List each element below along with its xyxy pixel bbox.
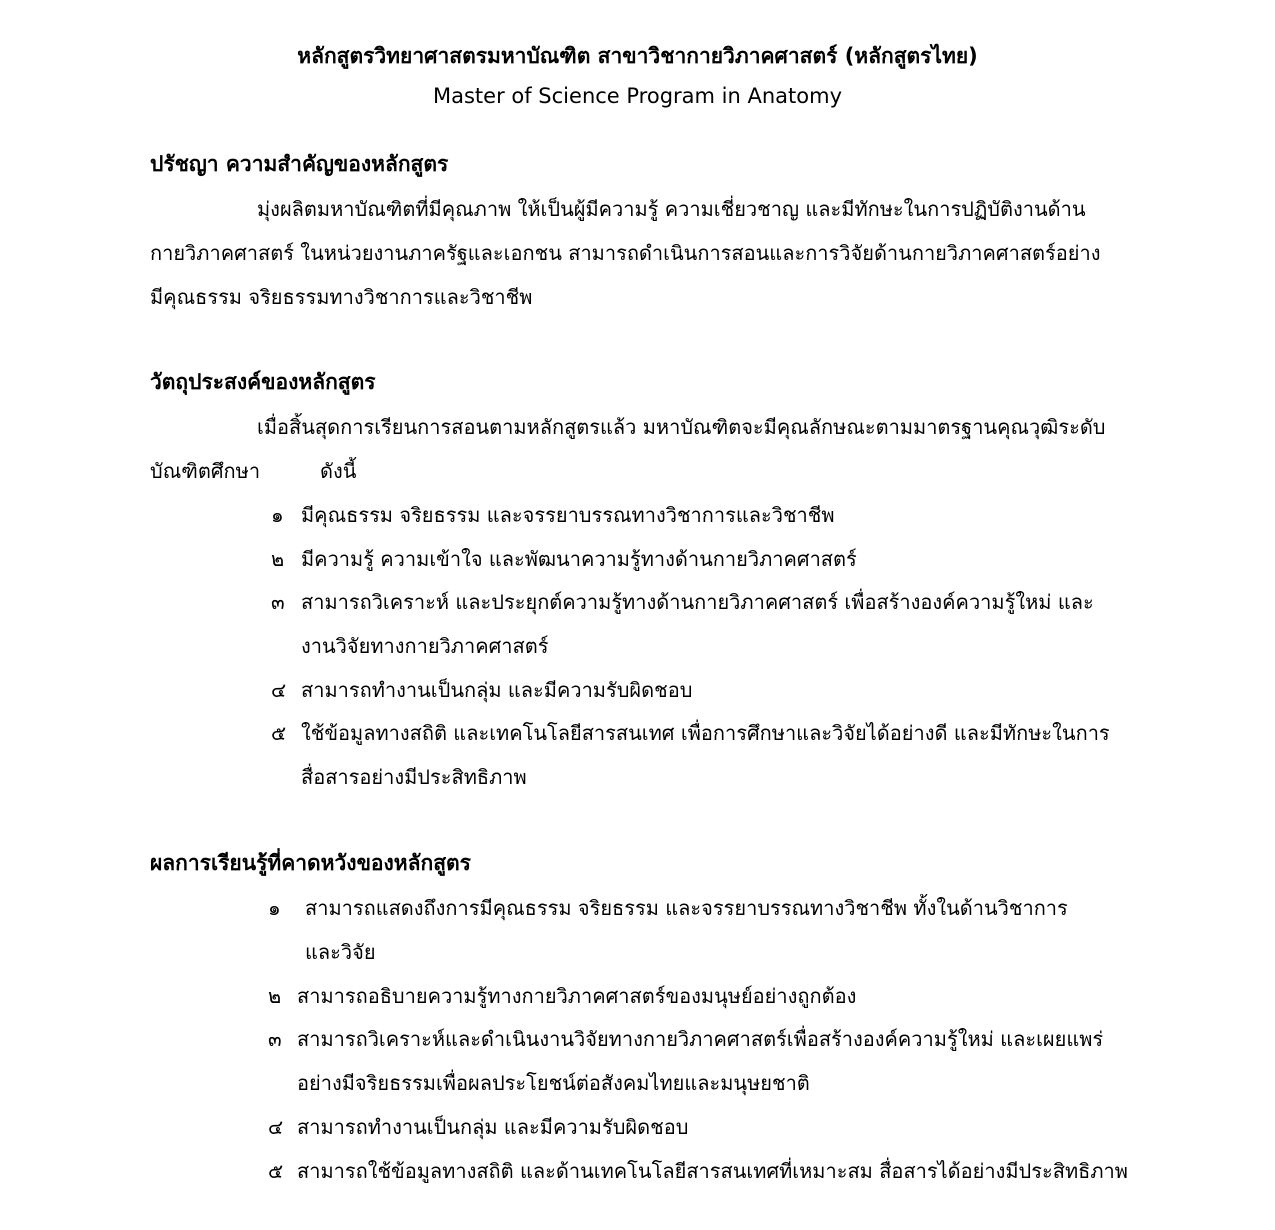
outcome-item: สามารถทำงานเป็นกลุ่ม และมีความรับผิดชอบ <box>297 1115 689 1139</box>
outcome-item: สามารถแสดงถึงการมีคุณธรรม จริยธรรม และจรรยาบรรณทางวิชาชีพ ทั้งในด้านวิชาการ <box>305 896 1068 920</box>
philosophy-paragraph-line: กายวิภาคศาสตร์ ในหน่วยงานภาครัฐและเอกชน สามารถดำเนินการสอนและการวิจัยด้านกายวิภาคศาสตร์อย่าง <box>150 241 1101 265</box>
outcome-item: สามารถใช้ข้อมูลทางสถิติ และด้านเทคโนโลยีสารสนเทศที่เหมาะสม สื่อสารได้อย่างมีประสิทธิภาพ <box>297 1159 1128 1183</box>
objective-number: ๔ <box>271 678 287 702</box>
outcome-item: สามารถอธิบายความรู้ทางกายวิภาคศาสตร์ของมนุษย์อย่างถูกต้อง <box>297 984 857 1008</box>
outcome-number: ๔ <box>268 1115 284 1139</box>
objective-number: ๒ <box>271 547 285 571</box>
objective-number: ๓ <box>271 590 285 614</box>
objective-item: ใช้ข้อมูลทางสถิติ และเทคโนโลยีสารสนเทศ เพื่อการศึกษาและวิจัยได้อย่างดี และมีทักษะในการ <box>301 721 1110 745</box>
objective-number: ๑ <box>271 503 284 527</box>
philosophy-paragraph-line: มุ่งผลิตมหาบัณฑิตที่มีคุณภาพ ให้เป็นผู้มีความรู้ ความเชี่ยวชาญ และมีทักษะในการปฏิบัติงานด้าน <box>257 197 1086 221</box>
objective-item: สามารถวิเคราะห์ และประยุกต์ความรู้ทางด้านกายวิภาคศาสตร์ เพื่อสร้างองค์ความรู้ใหม่ และ <box>301 590 1094 614</box>
objective-item: มีความรู้ ความเข้าใจ และพัฒนาความรู้ทางด้านกายวิภาคศาสตร์ <box>301 547 857 571</box>
objective-item: สามารถทำงานเป็นกลุ่ม และมีความรับผิดชอบ <box>301 678 693 702</box>
objective-item-continuation: งานวิจัยทางกายวิภาคศาสตร์ <box>301 634 549 658</box>
objectives-intro-line: ดังนี้ <box>320 459 357 483</box>
objective-number: ๕ <box>271 721 287 745</box>
outcome-number: ๓ <box>268 1027 282 1051</box>
document-title-english: Master of Science Program in Anatomy <box>433 84 842 108</box>
philosophy-heading: ปรัชญา ความสำคัญของหลักสูตร <box>150 152 449 176</box>
objective-item-continuation: สื่อสารอย่างมีประสิทธิภาพ <box>301 765 527 789</box>
outcome-item: สามารถวิเคราะห์และดำเนินงานวิจัยทางกายวิภาคศาสตร์เพื่อสร้างองค์ความรู้ใหม่ และเผยแพร่ <box>297 1027 1104 1051</box>
outcome-item-continuation: และวิจัย <box>305 940 376 964</box>
philosophy-paragraph-line: มีคุณธรรม จริยธรรมทางวิชาการและวิชาชีพ <box>150 285 533 309</box>
document-title-thai: หลักสูตรวิทยาศาสตรมหาบัณฑิต สาขาวิชากายวิภาคศาสตร์ (หลักสูตรไทย) <box>297 44 978 68</box>
outcome-number: ๑ <box>268 896 281 920</box>
objectives-intro-line: บัณฑิตศึกษา <box>150 459 261 483</box>
objectives-intro-line: เมื่อสิ้นสุดการเรียนการสอนตามหลักสูตรแล้ว มหาบัณฑิตจะมีคุณลักษณะตามมาตรฐานคุณวุฒิระดับ <box>257 415 1106 439</box>
outcomes-heading: ผลการเรียนรู้ที่คาดหวังของหลักสูตร <box>150 851 471 875</box>
objectives-heading: วัตถุประสงค์ของหลักสูตร <box>150 370 376 394</box>
objective-item: มีคุณธรรม จริยธรรม และจรรยาบรรณทางวิชาการและวิชาชีพ <box>301 503 835 527</box>
outcome-number: ๕ <box>268 1159 284 1183</box>
outcome-number: ๒ <box>268 984 282 1008</box>
outcome-item-continuation: อย่างมีจริยธรรมเพื่อผลประโยชน์ต่อสังคมไทยและมนุษยชาติ <box>297 1071 810 1095</box>
